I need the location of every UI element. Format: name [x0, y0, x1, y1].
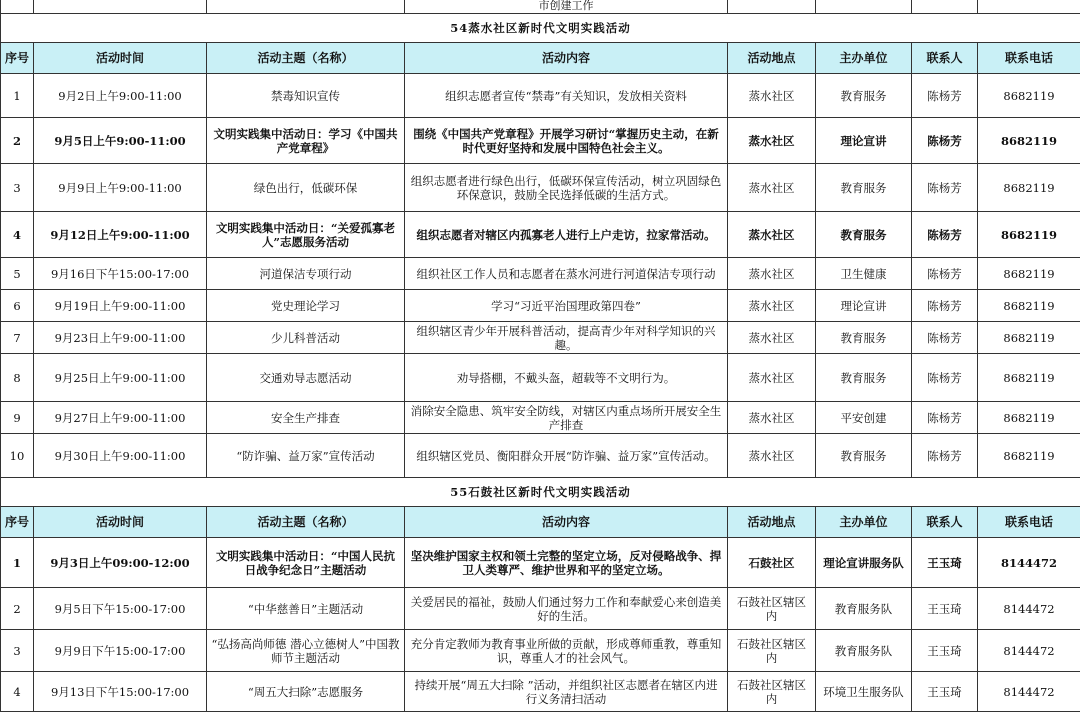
- cell-phone: 8682119: [978, 164, 1080, 212]
- cell-time: 9月16日下午15:00-17:00: [34, 258, 207, 290]
- cell-content: 消除安全隐患、筑牢安全防线，对辖区内重点场所开展安全生产排查: [405, 402, 728, 434]
- cell-content: 关爱居民的福祉，鼓励人们通过努力工作和奉献爱心来创造美好的生活。: [405, 588, 728, 630]
- cell-phone: 8682119: [978, 434, 1080, 478]
- cell-phone: 8682119: [978, 258, 1080, 290]
- table-row: [1, 402, 1080, 434]
- cell-organizer: 教育服务队: [816, 630, 912, 672]
- table-row: [1, 212, 1080, 258]
- cell-theme: 文明实践集中活动日：“中国人民抗日战争纪念日”主题活动: [207, 538, 405, 588]
- cell-content: 劝导搭棚，不戴头盔，超载等不文明行为。: [405, 354, 728, 402]
- cell-content: 充分肯定教师为教育事业所做的贡献，形成尊师重教，尊重知识，尊重人才的社会风气。: [405, 630, 728, 672]
- cell-organizer: 平安创建: [816, 402, 912, 434]
- section-title: 55石鼓社区新时代文明实践活动: [1, 478, 1080, 507]
- table-row: [1, 588, 1080, 630]
- cell-number: 4: [1, 672, 34, 712]
- cell-organizer: 教育服务: [816, 322, 912, 354]
- header-time: 活动时间: [34, 43, 207, 74]
- cell-number: 5: [1, 258, 34, 290]
- cell-contact: 陈杨芳: [912, 354, 978, 402]
- cell-number: 8: [1, 354, 34, 402]
- cell-phone: 8682119: [978, 402, 1080, 434]
- cell-number: 2: [1, 588, 34, 630]
- cell-phone: 8682119: [978, 322, 1080, 354]
- header-phone: 联系电话: [978, 43, 1080, 74]
- cell-organizer: 教育服务: [816, 434, 912, 478]
- cell-place: 石鼓社区辖区内: [728, 672, 816, 712]
- cell-content: 组织志愿者对辖区内孤寡老人进行上户走访，拉家常活动。: [405, 212, 728, 258]
- cell-content: 组织社区工作人员和志愿者在蒸水河进行河道保洁专项行动: [405, 258, 728, 290]
- cell-time: 9月3日上午09:00-12:00: [34, 538, 207, 588]
- cell-contact: 陈杨芳: [912, 290, 978, 322]
- table-row: [1, 74, 1080, 118]
- cell-theme: 安全生产排查: [207, 402, 405, 434]
- table-row: [1, 538, 1080, 588]
- cell-phone: 8144472: [978, 630, 1080, 672]
- header-place: 活动地点: [728, 507, 816, 538]
- cell-content: 坚决维护国家主权和领土完整的坚定立场，反对侵略战争、捍卫人类尊严、维护世界和平的坚定立场。: [405, 538, 728, 588]
- cell-contact: 陈杨芳: [912, 258, 978, 290]
- cell-organizer: 理论宣讲: [816, 290, 912, 322]
- cell-theme: “中华慈善日”主题活动: [207, 588, 405, 630]
- header-theme: 活动主题（名称）: [207, 507, 405, 538]
- cell-number: 7: [1, 322, 34, 354]
- cell-place: 石鼓社区: [728, 538, 816, 588]
- header-number: 序号: [1, 507, 34, 538]
- cell-theme: “弘扬高尚师德 潜心立德树人”中国教师节主题活动: [207, 630, 405, 672]
- cell-number: 1: [1, 538, 34, 588]
- cell-phone: 8682119: [978, 74, 1080, 118]
- cell-content: 围绕《中国共产党章程》开展学习研讨“掌握历史主动，在新时代更好坚持和发展中国特色社会主义。: [405, 118, 728, 164]
- header-number: 序号: [1, 43, 34, 74]
- cell-theme: 绿色出行，低碳环保: [207, 164, 405, 212]
- header-content: 活动内容: [405, 507, 728, 538]
- cell-time: 9月30日上午9:00-11:00: [34, 434, 207, 478]
- cell-number: 4: [1, 212, 34, 258]
- cell-contact: 陈杨芳: [912, 322, 978, 354]
- cell-contact: 陈杨芳: [912, 212, 978, 258]
- cell-theme: “防诈骗、益万家”宣传活动: [207, 434, 405, 478]
- cell-theme: 党史理论学习: [207, 290, 405, 322]
- cell-place: 蒸水社区: [728, 164, 816, 212]
- cell-phone: 8682119: [978, 290, 1080, 322]
- column-header-row: [1, 43, 1080, 74]
- cell-place: 蒸水社区: [728, 290, 816, 322]
- cell-organizer: 教育服务: [816, 212, 912, 258]
- header-theme: 活动主题（名称）: [207, 43, 405, 74]
- cell-time: 9月27日上午9:00-11:00: [34, 402, 207, 434]
- cell-number: 10: [1, 434, 34, 478]
- cell-theme: 文明实践集中活动日：学习《中国共产党章程》: [207, 118, 405, 164]
- cell-phone: 8144472: [978, 538, 1080, 588]
- cell-contact: 王玉琦: [912, 630, 978, 672]
- table-row: [1, 322, 1080, 354]
- cell-content: 组织志愿者宣传“禁毒”有关知识，发放相关资料: [405, 74, 728, 118]
- cell-theme: 文明实践集中活动日：“关爱孤寡老人”志愿服务活动: [207, 212, 405, 258]
- header-organizer: 主办单位: [816, 43, 912, 74]
- cell-time: 9月23日上午9:00-11:00: [34, 322, 207, 354]
- cell-phone: 8144472: [978, 588, 1080, 630]
- cell-place: 蒸水社区: [728, 322, 816, 354]
- section-title: 54蒸水社区新时代文明实践活动: [1, 14, 1080, 43]
- cell-number: 2: [1, 118, 34, 164]
- cell-theme: “周五大扫除”志愿服务: [207, 672, 405, 712]
- cell-time: 9月5日下午15:00-17:00: [34, 588, 207, 630]
- cell-contact: 陈杨芳: [912, 118, 978, 164]
- cell-time: 9月9日上午9:00-11:00: [34, 164, 207, 212]
- section-title-row: [1, 478, 1080, 507]
- table-row: [1, 434, 1080, 478]
- cell-time: 9月5日上午9:00-11:00: [34, 118, 207, 164]
- header-phone: 联系电话: [978, 507, 1080, 538]
- cell-theme: 少儿科普活动: [207, 322, 405, 354]
- table-row: [1, 354, 1080, 402]
- cell-time: 9月13日下午15:00-17:00: [34, 672, 207, 712]
- cell-content: 组织志愿者进行绿色出行，低碳环保宣传活动，树立巩固绿色环保意识，鼓励全民选择低碳的生活方式。: [405, 164, 728, 212]
- cell-theme: 交通劝导志愿活动: [207, 354, 405, 402]
- cell-phone: 8144472: [978, 672, 1080, 712]
- cell-number: 3: [1, 630, 34, 672]
- header-organizer: 主办单位: [816, 507, 912, 538]
- cell-contact: 陈杨芳: [912, 402, 978, 434]
- cell-place: 蒸水社区: [728, 434, 816, 478]
- header-content: 活动内容: [405, 43, 728, 74]
- cell-place: 蒸水社区: [728, 212, 816, 258]
- cell-content: 持续开展“周五大扫除 ”活动，并组织社区志愿者在辖区内进行义务清扫活动: [405, 672, 728, 712]
- cell-place: 蒸水社区: [728, 118, 816, 164]
- cell-contact: 陈杨芳: [912, 164, 978, 212]
- header-contact: 联系人: [912, 507, 978, 538]
- cell-organizer: 教育服务: [816, 354, 912, 402]
- cell-content: 组织辖区党员、衡阳群众开展“防诈骗、益万家”宣传活动。: [405, 434, 728, 478]
- cell-time: 9月19日上午9:00-11:00: [34, 290, 207, 322]
- cell-place: 蒸水社区: [728, 354, 816, 402]
- cell-contact: 王玉琦: [912, 538, 978, 588]
- cell-time: 9月9日下午15:00-17:00: [34, 630, 207, 672]
- cell-organizer: 教育服务: [816, 74, 912, 118]
- cell-place: 石鼓社区辖区内: [728, 588, 816, 630]
- cell-number: 9: [1, 402, 34, 434]
- cell-time: 9月12日上午9:00-11:00: [34, 212, 207, 258]
- cell-organizer: 理论宣讲: [816, 118, 912, 164]
- cell-phone: 8682119: [978, 354, 1080, 402]
- cell-place: 蒸水社区: [728, 74, 816, 118]
- cell-organizer: 卫生健康: [816, 258, 912, 290]
- cell-organizer: 理论宣讲服务队: [816, 538, 912, 588]
- cell-place: 石鼓社区辖区内: [728, 630, 816, 672]
- cell-contact: 陈杨芳: [912, 74, 978, 118]
- table-row: [1, 672, 1080, 712]
- cell-organizer: 教育服务队: [816, 588, 912, 630]
- table-row: [1, 258, 1080, 290]
- cell-contact: 王玉琦: [912, 672, 978, 712]
- cell-time: 9月2日上午9:00-11:00: [34, 74, 207, 118]
- cell-number: 3: [1, 164, 34, 212]
- cell-contact: 王玉琦: [912, 588, 978, 630]
- cell-phone: 8682119: [978, 118, 1080, 164]
- cell-content: 组织辖区青少年开展科普活动，提高青少年对科学知识的兴趣。: [405, 322, 728, 354]
- cell-time: 9月25日上午9:00-11:00: [34, 354, 207, 402]
- previous-row-fragment: [1, 0, 1080, 14]
- header-contact: 联系人: [912, 43, 978, 74]
- cell-phone: 8682119: [978, 212, 1080, 258]
- table-row: [1, 164, 1080, 212]
- cell-place: 蒸水社区: [728, 258, 816, 290]
- cell-organizer: 环境卫生服务队: [816, 672, 912, 712]
- cell-contact: 陈杨芳: [912, 434, 978, 478]
- cell-organizer: 教育服务: [816, 164, 912, 212]
- cell-number: 6: [1, 290, 34, 322]
- table-row: [1, 630, 1080, 672]
- cell-theme: 河道保洁专项行动: [207, 258, 405, 290]
- table-row: [1, 290, 1080, 322]
- column-header-row: [1, 507, 1080, 538]
- header-place: 活动地点: [728, 43, 816, 74]
- cell-content: 学习“习近平治国理政第四卷”: [405, 290, 728, 322]
- cell-number: 1: [1, 74, 34, 118]
- table-row: [1, 118, 1080, 164]
- previous-row-content: 市创建工作: [405, 0, 728, 14]
- section-title-row: [1, 14, 1080, 43]
- header-time: 活动时间: [34, 507, 207, 538]
- cell-theme: 禁毒知识宣传: [207, 74, 405, 118]
- cell-place: 蒸水社区: [728, 402, 816, 434]
